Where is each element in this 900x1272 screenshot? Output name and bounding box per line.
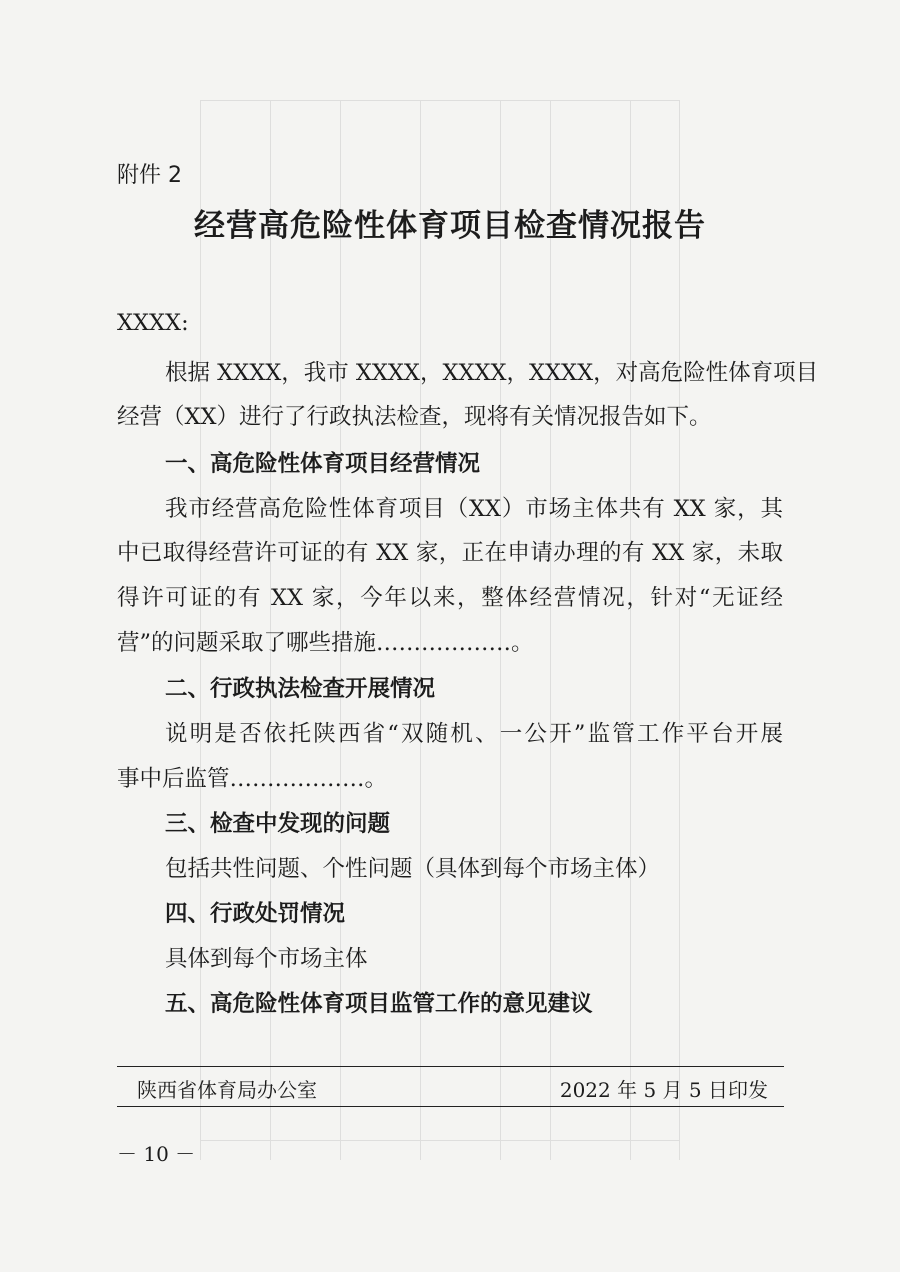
section-text-line: 具体到每个市场主体 [165, 946, 368, 972]
intro-line: 经营（XX）进行了行政执法检查，现将有关情况报告如下。 [117, 404, 712, 430]
section-text-line: 事中后监管………………。 [117, 766, 388, 792]
section-heading: 一、高危险性体育项目经营情况 [165, 451, 481, 477]
salutation: XXXX: [117, 310, 189, 336]
section-text-line: 中已取得经营许可证的有 XX 家，正在申请办理的有 XX 家，未取 [117, 540, 783, 566]
section-text-line: 我市经营高危险性体育项目（XX）市场主体共有 XX 家，其 [165, 496, 783, 522]
issuer: 陕西省体育局办公室 [137, 1078, 317, 1102]
page-number: － 10 － [117, 1142, 196, 1166]
section-text-line: 包括共性问题、个性问题（具体到每个市场主体） [165, 856, 661, 882]
section-heading: 二、行政执法检查开展情况 [165, 676, 436, 702]
section-text-line: 得许可证的有 XX 家，今年以来，整体经营情况，针对“无证经 [117, 585, 783, 611]
section-heading: 五、高危险性体育项目监管工作的意见建议 [165, 991, 593, 1017]
section-heading: 三、检查中发现的问题 [165, 811, 391, 837]
issue-date: 2022 年 5 月 5 日印发 [559, 1078, 768, 1102]
attachment-label: 附件 2 [117, 163, 182, 188]
footer-bottom-rule [117, 1106, 784, 1107]
intro-line: 根据 XXXX，我市 XXXX，XXXX，XXXX，对高危险性体育项目 [165, 360, 819, 386]
section-text-line: 说明是否依托陕西省“双随机、一公开”监管工作平台开展 [165, 721, 783, 747]
footer-top-rule [117, 1066, 784, 1067]
section-heading: 四、行政处罚情况 [165, 901, 346, 927]
page-title: 经营高危险性体育项目检查情况报告 [194, 208, 706, 244]
section-text-line: 营”的问题采取了哪些措施………………。 [117, 630, 534, 656]
